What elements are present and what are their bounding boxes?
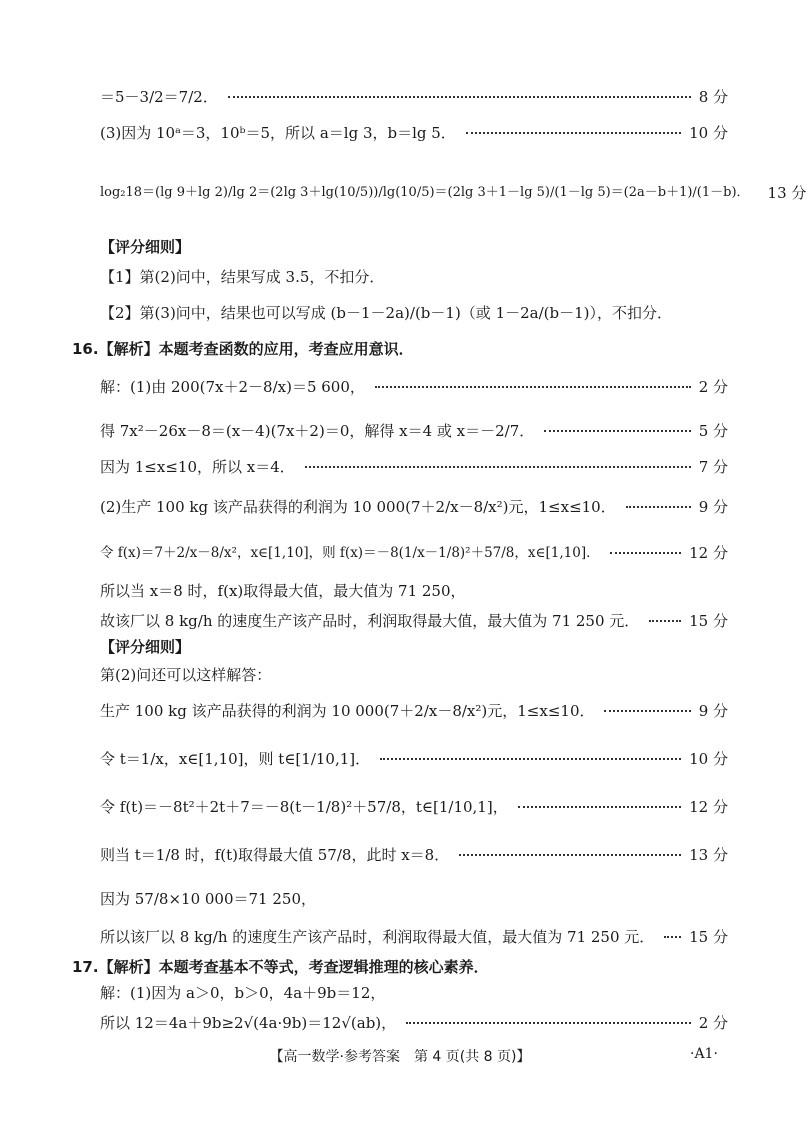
line-2: (3)因为 10ᵃ＝3，10ᵇ＝5，所以 a＝lg 3，b＝lg 5． 10 分 — [100, 124, 728, 142]
leader-dots — [544, 430, 690, 432]
paper-code: ·A1· — [690, 1046, 718, 1062]
line-10: 因为 1≤x≤10，所以 x＝4． 7 分 — [100, 458, 728, 476]
line-5: 【1】第(2)问中，结果写成 3.5，不扣分． — [100, 268, 385, 286]
line-18: 令 t＝1/x，x∈[1,10]，则 t∈[1/10,1]． 10 分 — [100, 750, 728, 768]
leader-dots — [459, 854, 681, 856]
leader-dots — [626, 506, 691, 508]
line-6: 【2】第(3)问中，结果也可以写成 (b－1－2a)/(b－1)（或 1－2a/(b－1)），不扣分． — [100, 304, 673, 322]
leader-dots — [305, 466, 691, 468]
line-19: 令 f(t)＝－8t²＋2t＋7＝－8(t－1/8)²＋57/8，t∈[1/10,1]， 12 分 — [100, 798, 728, 816]
leader-dots — [228, 96, 691, 98]
line-8: 解：(1)由 200(7x＋2－8/x)＝5 600， 2 分 — [100, 378, 728, 396]
line-1: ＝5－3/2＝7/2． 8 分 — [100, 88, 728, 106]
leader-dots — [604, 710, 690, 712]
problem-16-heading: 16.【解析】本题考查函数的应用，考查应用意识． — [72, 340, 414, 358]
line-17: 生产 100 kg 该产品获得的利润为 10 000(7＋2/x－8/x²)元，1≤x≤10． 9 分 — [100, 702, 728, 720]
leader-dots — [649, 620, 681, 622]
line-14: 故该厂以 8 kg/h 的速度生产该产品时，利润取得最大值，最大值为 71 250 元． 15 分 — [100, 612, 728, 630]
line-12: 令 f(x)＝7＋2/x－8/x²，x∈[1,10]，则 f(x)＝－8(1/x－1/8)²＋57/8，x∈[1,10]． 12 分 — [100, 544, 728, 562]
line-22: 所以该厂以 8 kg/h 的速度生产该产品时，利润取得最大值，最大值为 71 250 元． 15 分 — [100, 928, 728, 946]
leader-dots — [380, 758, 681, 760]
leader-dots — [406, 1022, 691, 1024]
line-24: 解：(1)因为 a＞0，b＞0，4a＋9b＝12， — [100, 984, 386, 1002]
line-3: log₂18＝(lg 9＋lg 2)/lg 2＝(2lg 3＋lg(10/5))/lg(10/5)＝(2lg 3＋1－lg 5)/(1－lg 5)＝(2a－b＋1)/(1－b)． 13 分 — [100, 184, 806, 202]
grading-heading-1: 【评分细则】 — [100, 238, 191, 256]
leader-dots — [664, 936, 681, 938]
line-21: 因为 57/8×10 000＝71 250， — [100, 890, 316, 908]
line-11: (2)生产 100 kg 该产品获得的利润为 10 000(7＋2/x－8/x²)元，1≤x≤10． 9 分 — [100, 498, 728, 516]
leader-dots — [466, 132, 681, 134]
leader-dots — [375, 386, 691, 388]
line-16: 第(2)问还可以这样解答： — [100, 666, 272, 684]
line-25: 所以 12＝4a＋9b≥2√(4a·9b)＝12√(ab)， 2 分 — [100, 1014, 728, 1032]
leader-dots — [518, 806, 681, 808]
problem-17-heading: 17.【解析】本题考查基本不等式，考查逻辑推理的核心素养． — [72, 958, 489, 976]
line-9: 得 7x²－26x－8＝(x－4)(7x＋2)＝0，解得 x＝4 或 x＝－2/7． 5 分 — [100, 422, 728, 440]
line-13: 所以当 x＝8 时，f(x)取得最大值，最大值为 71 250， — [100, 582, 466, 600]
line-20: 则当 t＝1/8 时，f(t)取得最大值 57/8，此时 x＝8． 13 分 — [100, 846, 728, 864]
grading-heading-2: 【评分细则】 — [100, 638, 191, 656]
leader-dots — [610, 552, 682, 554]
page-footer: 【高一数学·参考答案 第 4 页(共 8 页)】 — [269, 1049, 531, 1065]
